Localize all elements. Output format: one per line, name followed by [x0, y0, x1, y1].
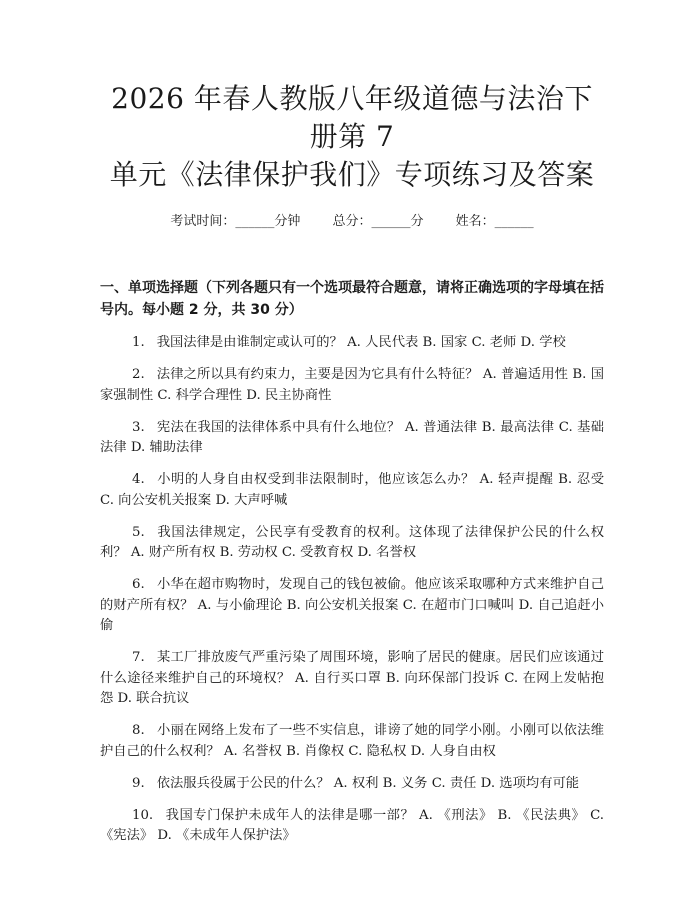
- question-item: [100, 333, 604, 354]
- title-line-1: 2026 年春人教版八年级道德与法治下册第 7: [111, 82, 593, 153]
- question-text: 宪法在我国的法律体系中具有什么地位？ A. 普通法律 B. 最高法律 C. 基础法律 D. 辅助法律: [100, 419, 604, 455]
- question-item: [100, 575, 604, 637]
- question-text: 依法服兵役属于公民的什么？ A. 权利 B. 义务 C. 责任 D. 选项均有可能: [156, 775, 580, 791]
- question-item: [100, 774, 604, 795]
- question-item: [100, 470, 604, 511]
- exam-info-line: [100, 212, 604, 232]
- question-text: 我国专门保护未成年人的法律是哪一部？ A. 《刑法》 B. 《民法典》 C. 《宪法》 D. 《未成年人保护法》: [100, 807, 604, 843]
- question-number: 8.: [132, 723, 145, 738]
- question-text: 小华在超市购物时，发现自己的钱包被偷。他应该采取哪种方式来维护自己的财产所有权？ A. 与小偷理论 B. 向公安机关报案 C. 在超市门口喊叫 D. 自己追赶小偷: [100, 577, 604, 633]
- title-line-2: 单元《法律保护我们》专项练习及答案: [109, 158, 595, 191]
- question-text: 我国法律规定，公民享有受教育的权利。这体现了法律保护公民的什么权利？ A. 财产所有权 B. 劳动权 C. 受教育权 D. 名誉权: [100, 524, 604, 560]
- exam-time: 考试时间：______分钟: [170, 214, 301, 229]
- question-number: 10.: [132, 807, 154, 823]
- question-number: 6.: [132, 577, 145, 592]
- question-number: 5.: [132, 524, 145, 540]
- question-number: 3.: [132, 419, 145, 435]
- question-number: 9.: [132, 775, 145, 791]
- question-number: 1.: [132, 335, 145, 350]
- document-title: [100, 80, 604, 194]
- question-number: 7.: [132, 650, 145, 665]
- question-item: [100, 806, 604, 847]
- student-name: 姓名：______: [455, 214, 534, 229]
- question-item: [100, 418, 604, 459]
- question-text: 法律之所以具有约束力，主要是因为它具有什么特征？ A. 普遍适用性 B. 国家强制性 C. 科学合理性 D. 民主协商性: [100, 367, 604, 403]
- question-item: [100, 365, 604, 406]
- question-item: [100, 523, 604, 564]
- question-list: [100, 333, 604, 847]
- section-heading: 一、单项选择题（下列各题只有一个选项最符合题意，请将正确选项的字母填在括号内。每小题 2 分，共 30 分）: [100, 280, 604, 318]
- question-item: [100, 648, 604, 710]
- question-number: 4.: [132, 472, 145, 487]
- question-text: 某工厂排放废气严重污染了周围环境，影响了居民的健康。居民们应该通过什么途径来维护自己的环境权？ A. 自行买口罩 B. 向环保部门投诉 C. 在网上发帖抱怨 D. 联合抗议: [100, 650, 604, 706]
- total-score: 总分：______分: [332, 214, 424, 229]
- question-item: [100, 721, 604, 762]
- question-number: 2.: [132, 367, 145, 382]
- question-text: 我国法律是由谁制定或认可的？ A. 人民代表 B. 国家 C. 老师 D. 学校: [156, 335, 566, 350]
- question-text: 小丽在网络上发布了一些不实信息，诽谤了她的同学小刚。小刚可以依法维护自己的什么权利？ A. 名誉权 B. 肖像权 C. 隐私权 D. 人身自由权: [100, 723, 604, 759]
- question-text: 小明的人身自由权受到非法限制时，他应该怎么办？ A. 轻声提醒 B. 忍受 C. 向公安机关报案 D. 大声呼喊: [100, 472, 604, 508]
